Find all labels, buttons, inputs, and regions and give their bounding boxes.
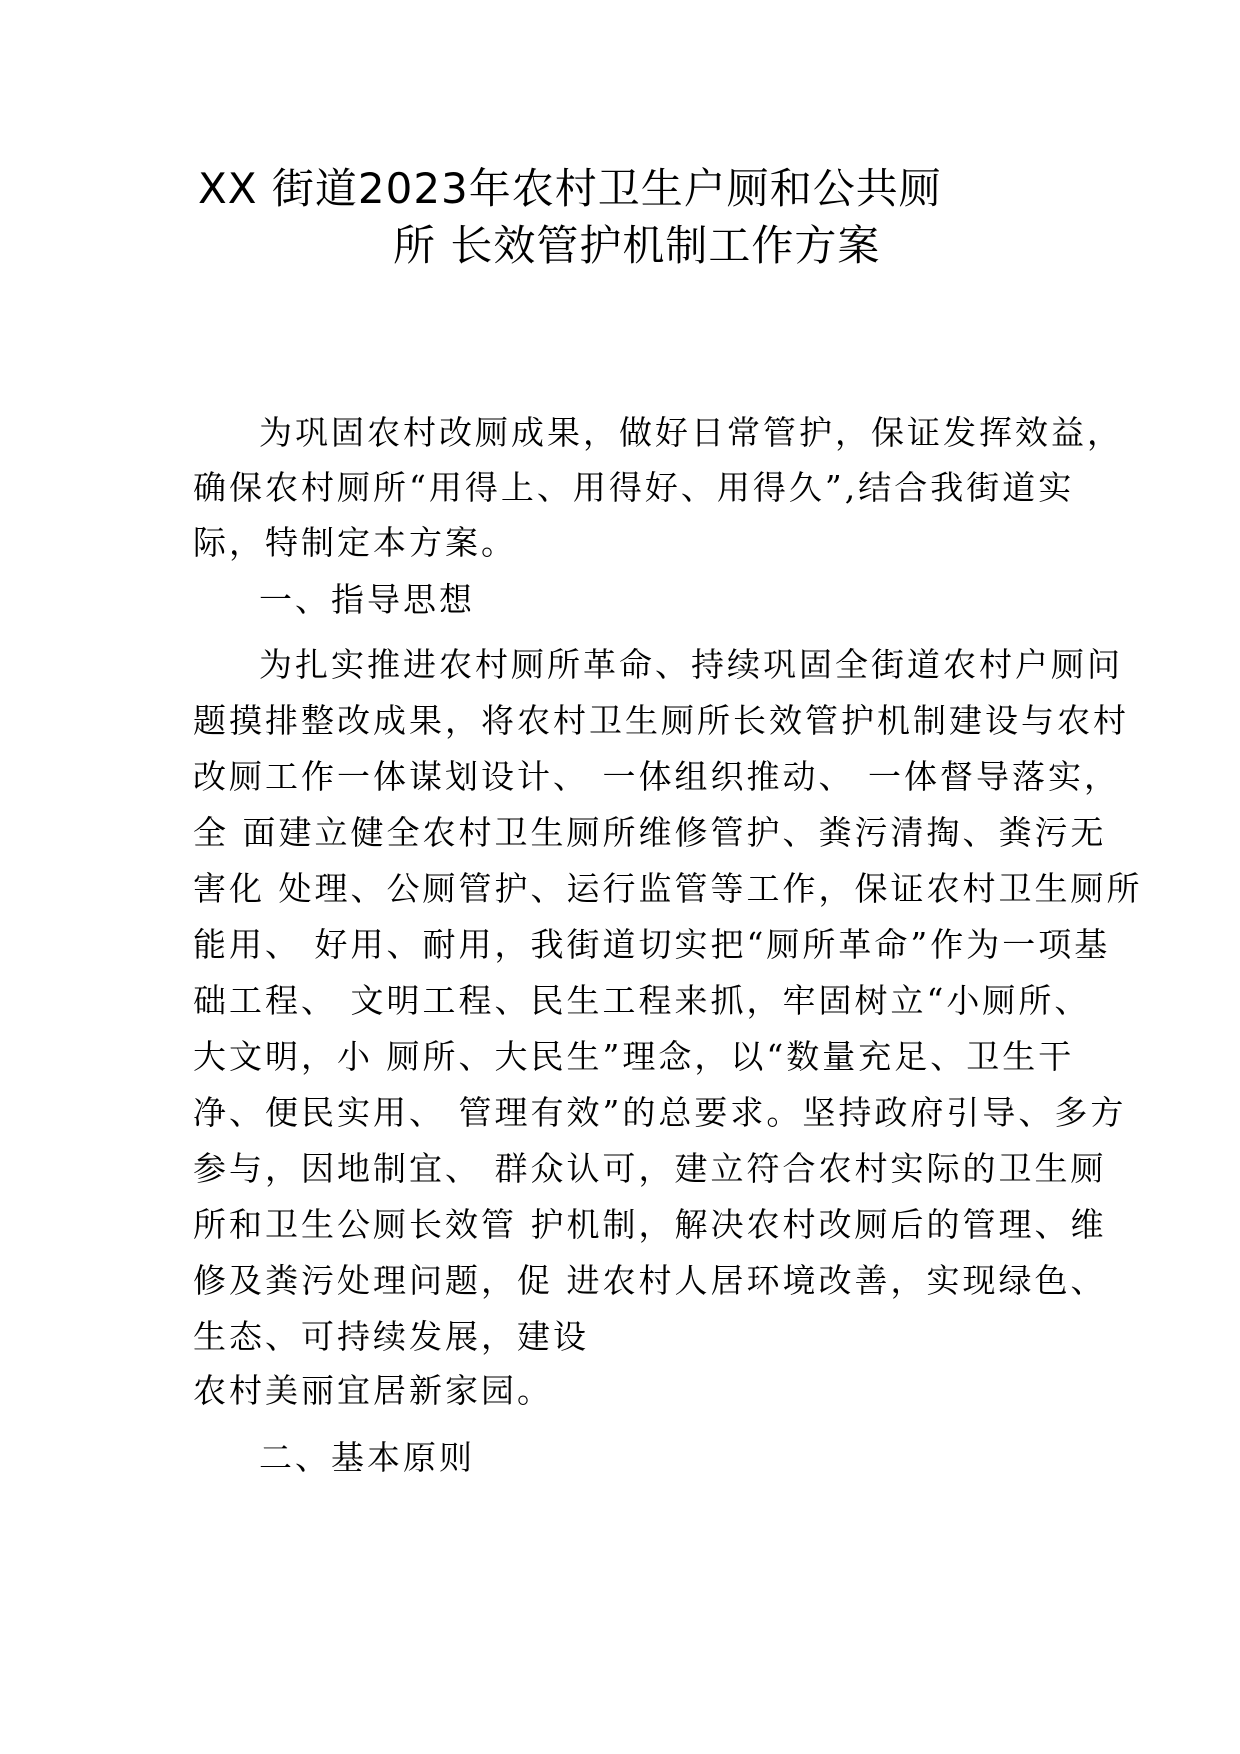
paragraph-guiding-line: 修及粪污处理问题，促 进农村人居环境改善，实现绿色、 <box>193 1261 1107 1300</box>
paragraph-guiding-line: 改厕工作一体谋划设计、 一体组织推动、 一体督导落实， <box>193 757 1120 796</box>
paragraph-guiding-line: 害化 处理、公厕管护、运行监管等工作，保证农村卫生厕所 <box>193 869 1143 908</box>
paragraph-guiding-line: 农村美丽宜居新家园。 <box>193 1371 553 1410</box>
paragraph-guiding-line: 生态、可持续发展，建设 <box>193 1317 589 1356</box>
paragraph-guiding-line: 所和卫生公厕长效管 护机制，解决农村改厕后的管理、维 <box>193 1205 1107 1244</box>
paragraph-intro-line: 确保农村厕所“用得上、用得好、用得久”,结合我街道实 <box>193 468 1075 507</box>
paragraph-intro-line: 为巩固农村改厕成果，做好日常管护，保证发挥效益， <box>259 413 1123 452</box>
paragraph-guiding-line: 全 面建立健全农村卫生厕所维修管护、粪污清掏、粪污无 <box>193 813 1107 852</box>
paragraph-guiding-line: 大文明，小 厕所、大民生”理念，以“数量充足、卫生干 <box>193 1037 1075 1076</box>
paragraph-guiding-line: 净、便民实用、 管理有效”的总要求。坚持政府引导、多方 <box>193 1093 1127 1132</box>
paragraph-guiding-line: 为扎实推进农村厕所革命、持续巩固全街道农村户厕问 <box>259 645 1123 684</box>
section-heading-basic-principles: 二、基本原则 <box>259 1438 475 1477</box>
paragraph-guiding-line: 础工程、 文明工程、民生工程来抓，牢固树立“小厕所、 <box>193 981 1091 1020</box>
section-heading-guiding-ideology: 一、指导思想 <box>259 580 475 619</box>
paragraph-guiding-line: 参与，因地制宜、 群众认可，建立符合农村实际的卫生厕 <box>193 1149 1107 1188</box>
document-title-line-1: XX 街道2023年农村卫生户厕和公共厕 <box>198 164 942 213</box>
paragraph-guiding-line: 能用、 好用、耐用，我街道切实把“厕所革命”作为一项基 <box>193 925 1111 964</box>
paragraph-guiding-line: 题摸排整改成果，将农村卫生厕所长效管护机制建设与农村 <box>193 701 1129 740</box>
document-title-line-2: 所 长效管护机制工作方案 <box>393 221 881 270</box>
paragraph-intro-line: 际，特制定本方案。 <box>193 523 517 562</box>
